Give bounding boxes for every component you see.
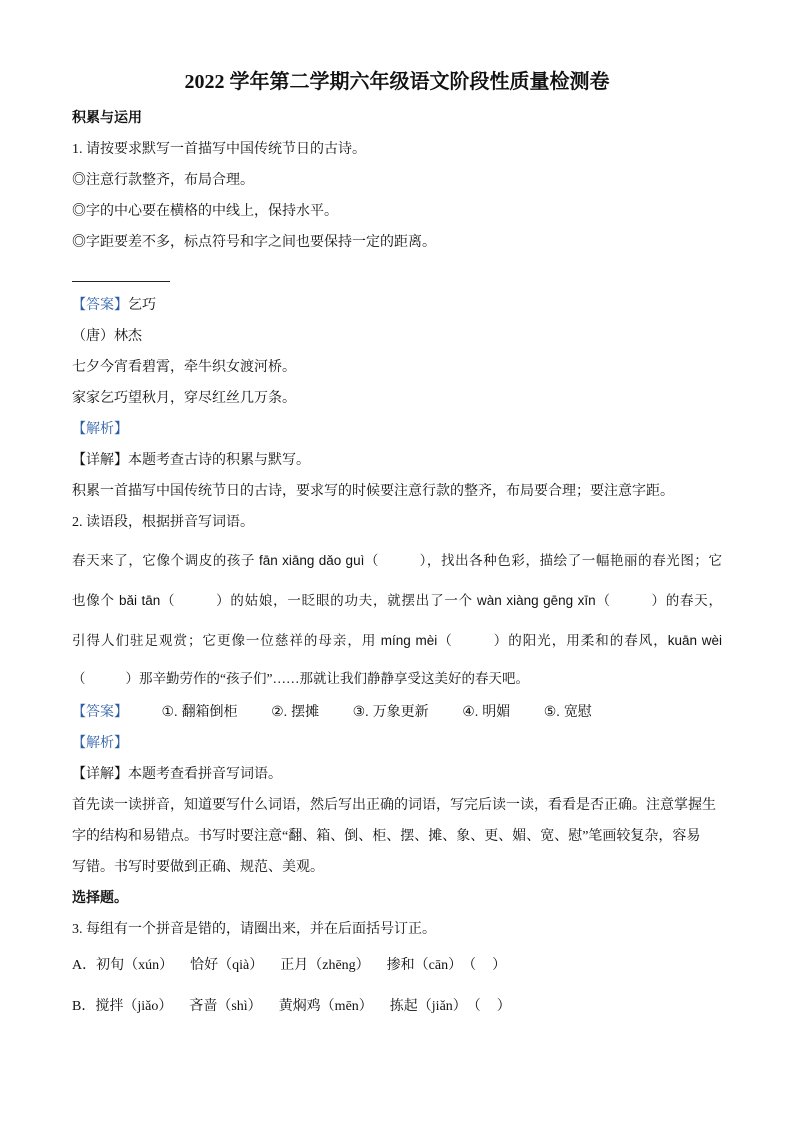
q2-prompt: 2. 读语段，根据拼音写词语。 [72, 515, 254, 530]
q1-note: ◎字的中心要在横格的中线上，保持水平。 [72, 204, 338, 219]
answer-word: 宽慰 [563, 705, 592, 720]
pinyin-prompt: míng mèi [380, 633, 438, 648]
detail-label: 【详解】 [72, 453, 128, 468]
q2-answer [72, 697, 722, 728]
detail-label: 【详解】 [72, 767, 128, 782]
q1-answer-blank [72, 258, 722, 290]
q1-explanation: 积累一首描写中国传统节日的古诗，要求写的时候要注意行款的整齐，布局要合理；要注意字距。 [72, 484, 674, 499]
answer-item [162, 697, 238, 728]
option-letter: A． [72, 958, 97, 973]
passage-line [72, 661, 722, 697]
passage-line [72, 581, 722, 621]
blank-open-paren: （ [462, 958, 477, 973]
q1-detail [72, 445, 722, 476]
pinyin-prompt: kuān wèi [667, 633, 722, 648]
q2-explanation-line: 写错。书写时要做到正确、规范、美观。 [72, 860, 324, 875]
passage-text: （ [160, 593, 176, 608]
q1-prompt: 1. 请按要求默写一首描写中国传统节日的古诗。 [72, 142, 366, 157]
passage-text: 春天来了，它像个调皮的孩子 [72, 553, 259, 568]
option-item: 掺和（cān） [386, 958, 463, 973]
passage-text: 引得人们驻足观赏；它更像一位慈祥的母亲，用 [72, 633, 381, 648]
passage-text: （ [595, 593, 611, 608]
answer-number: ⑤. [543, 705, 560, 720]
q1-note: ◎注意行款整齐，布局合理。 [72, 173, 254, 188]
blank-close-paren: ） [496, 999, 511, 1014]
answer-number: ②. [271, 705, 288, 720]
page-title: 2022 学年第二学期六年级语文阶段性质量检测卷 [184, 71, 610, 93]
answer-number: ④. [462, 705, 479, 720]
passage-text: （ [437, 633, 453, 648]
passage-line [72, 621, 722, 661]
poem-author: （唐）林杰 [72, 329, 142, 344]
answer-number: ①. [161, 705, 178, 720]
blank-close-paren: ） [492, 958, 507, 973]
poem-line: 家家乞巧望秋月，穿尽红丝几万条。 [72, 391, 296, 406]
option-item: 初旬（xún） [96, 958, 174, 973]
answer-word: 万象更新 [372, 705, 429, 720]
q2-explanation-line: 字的结构和易错点。书写时要注意“翻、箱、倒、柜、摆、摊、象、更、媚、宽、慰”笔画较复杂，容易 [72, 829, 701, 844]
passage-text: ），找出各种色彩，描绘了一幅艳丽的春光图；它 [419, 553, 723, 568]
pinyin-prompt: fān xiāng dǎo guì [259, 553, 365, 568]
answer-word: 摆摊 [291, 705, 320, 720]
poem-line: 七夕今宵看碧霄，牵牛织女渡河桥。 [72, 360, 296, 375]
option-letter: B． [72, 999, 96, 1014]
option-item: 黄焖鸡（mēn） [278, 999, 373, 1014]
answer-label: 【答案】 [72, 298, 128, 313]
q2-explanation-line: 首先读一读拼音，知道要写什么词语，然后写出正确的词语，写完后读一读，看看是否正确。注意掌握生 [72, 798, 716, 813]
pinyin-prompt: wàn xiàng gēng xīn [477, 593, 596, 608]
passage-text: 也像个 [72, 593, 119, 608]
option-item: 正月（zhēng） [280, 958, 370, 973]
q2-detail [72, 759, 722, 790]
answer-word: 翻箱倒柜 [181, 705, 238, 720]
pinyin-prompt: bǎi tān [118, 593, 161, 608]
detail-text: 本题考查古诗的积累与默写。 [128, 453, 310, 468]
blank-open-paren: （ [466, 999, 481, 1014]
answer-underline [72, 281, 170, 282]
answer-label: 【答案】 [72, 705, 128, 720]
passage-text: ）那辛勤劳作的“孩子们”……那就让我们静静享受这美好的春天吧。 [125, 671, 529, 686]
passage-text: ）的阳光，用柔和的春风， [492, 633, 668, 648]
q1-answer [72, 290, 722, 321]
analysis-label: 【解析】 [72, 736, 128, 751]
option-item: 吝啬（shì） [189, 999, 262, 1014]
answer-item [271, 697, 319, 728]
option-item: 搅拌（jiǎo） [95, 999, 173, 1014]
section-heading-accumulation: 积累与运用 [72, 111, 142, 126]
passage-line [72, 541, 722, 581]
option-item: 恰好（qià） [190, 958, 264, 973]
answer-word: 明媚 [482, 705, 511, 720]
q3-option-a [72, 945, 722, 986]
answer-item [544, 697, 592, 728]
answer-item [462, 697, 510, 728]
passage-text: （ [72, 671, 86, 686]
detail-text: 本题考查看拼音写词语。 [128, 767, 282, 782]
analysis-label: 【解析】 [72, 422, 128, 437]
q3-option-b [72, 986, 722, 1027]
q2-passage [72, 541, 722, 697]
q1-note: ◎字距要差不多，标点符号和字之间也要保持一定的距离。 [72, 235, 436, 250]
passage-text: ）的春天， [650, 593, 723, 608]
answer-number: ③. [352, 705, 369, 720]
answer-item [353, 697, 429, 728]
passage-text: （ [364, 553, 379, 568]
option-item: 拣起（jiǎn） [389, 999, 467, 1014]
section-heading-choice: 选择题。 [72, 891, 128, 906]
passage-text: ）的姑娘，一眨眼的功夫，就摆出了一个 [215, 593, 478, 608]
answer-poem-title: 乞巧 [128, 298, 156, 313]
q3-prompt: 3. 每组有一个拼音是错的，请圈出来，并在后面括号订正。 [72, 922, 436, 937]
